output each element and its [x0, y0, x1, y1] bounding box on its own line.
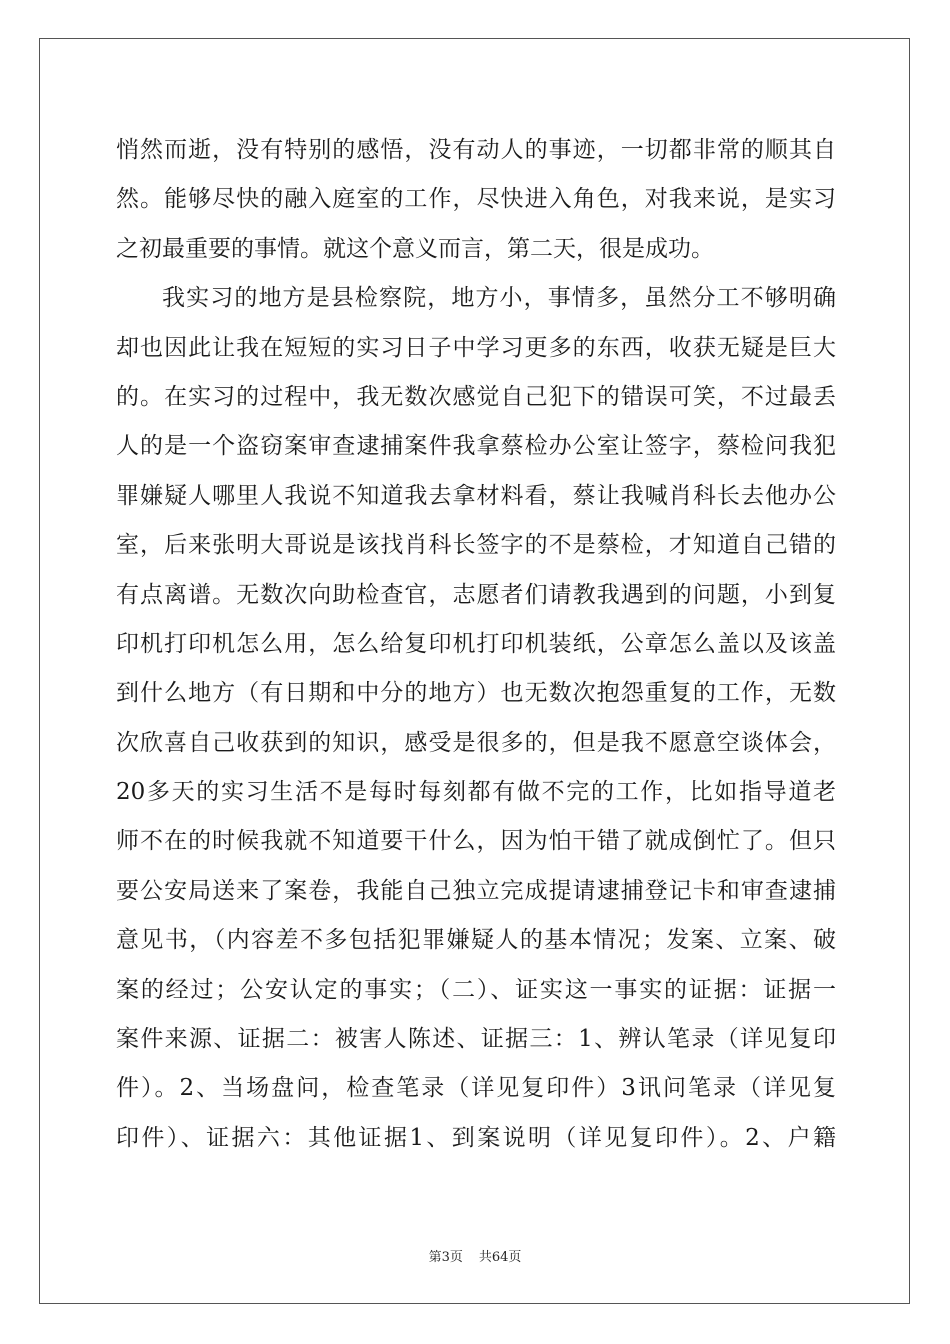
document-body [116, 126, 836, 1163]
page-footer [0, 1246, 950, 1265]
text-line: 有点离谱。无数次向助检查官，志愿者们请教我遇到的问题，小到复 [116, 581, 836, 608]
text-line: 师不在的时候我就不知道要干什么，因为怕干错了就成倒忙了。但只 [116, 828, 836, 855]
text-line: 要公安局送来了案卷，我能自己独立完成提请逮捕登记卡和审查逮捕 [116, 877, 836, 904]
text-line: 之初最重要的事情。就这个意义而言，第二天，很是成功。 [116, 235, 714, 262]
text-line: 人的是一个盗窃案审查逮捕案件我拿蔡检办公室让签字，蔡检问我犯 [116, 433, 836, 460]
text-line: 悄然而逝，没有特别的感悟，没有动人的事迹，一切都非常的顺其自 [116, 137, 836, 163]
text-line: 印件）、证据六：其他证据1、到案说明（详见复印件）。2、户籍 [116, 1124, 836, 1151]
text-line: 印机打印机怎么用，怎么给复印机打印机装纸，公章怎么盖以及该盖 [116, 630, 836, 657]
text-line: 罪嫌疑人哪里人我说不知道我去拿材料看，蔡让我喊肖科长去他办公 [116, 482, 836, 509]
text-line: 案件来源、证据二：被害人陈述、证据三：1、辨认笔录（详见复印 [116, 1026, 836, 1053]
text-line: 到什么地方（有日期和中分的地方）也无数次抱怨重复的工作，无数 [116, 680, 836, 707]
text-line: 的。在实习的过程中，我无数次感觉自己犯下的错误可笑，不过最丢 [116, 383, 836, 410]
text-line: 然。能够尽快的融入庭室的工作，尽快进入角色，对我来说，是实习 [116, 186, 836, 213]
text-line: 件）。2、当场盘问，检查笔录（详见复印件）3讯问笔录（详见复 [116, 1075, 836, 1102]
text-line: 20多天的实习生活不是每时每刻都有做不完的工作，比如指导道老 [116, 779, 836, 806]
text-line: 室，后来张明大哥说是该找肖科长签字的不是蔡检，才知道自己错的 [116, 532, 836, 559]
current-page-number: 第3页 [428, 1250, 463, 1265]
text-line: 案的经过；公安认定的事实；（二）、证实这一事实的证据：证据一 [116, 976, 836, 1003]
paragraph-first-line: 我实习的地方是县检察院，地方小，事情多，虽然分工不够明确 [162, 285, 836, 312]
total-pages: 共64页 [478, 1250, 522, 1265]
text-line: 意见书，（内容差不多包括犯罪嫌疑人的基本情况；发案、立案、破 [116, 927, 836, 954]
text-line: 却也因此让我在短短的实习日子中学习更多的东西，收获无疑是巨大 [116, 334, 836, 361]
text-line: 次欣喜自己收获到的知识，感受是很多的，但是我不愿意空谈体会， [116, 729, 836, 756]
